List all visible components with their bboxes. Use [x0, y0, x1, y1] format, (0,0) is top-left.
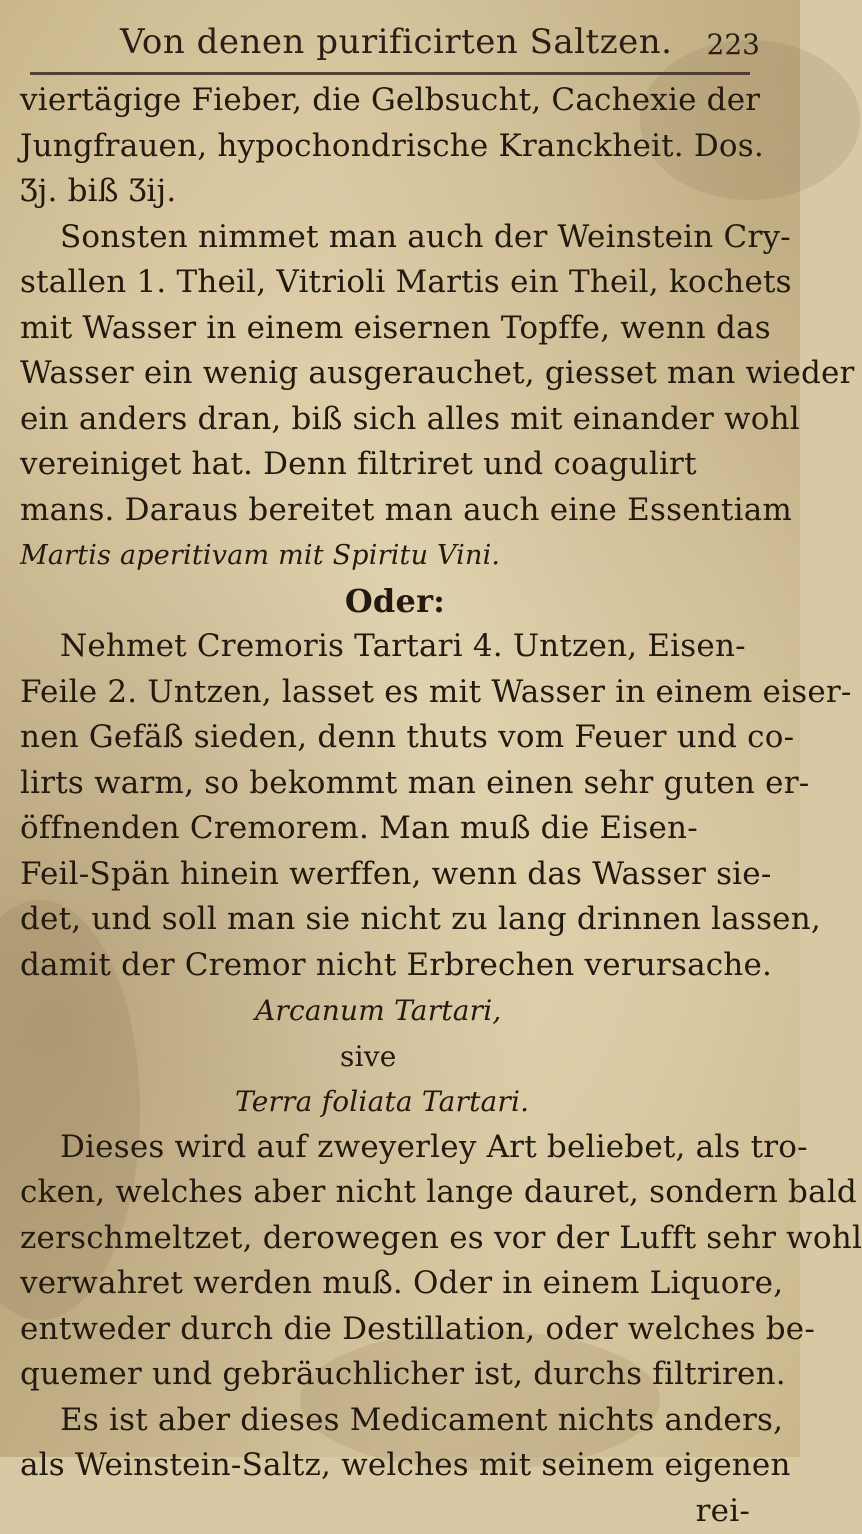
text-line: damit der Cremor nicht Erbrechen verursache.: [20, 943, 770, 989]
text-line: Dieses wird auf zweyerley Art beliebet, als tro-: [20, 1125, 770, 1171]
text-line: Nehmet Cremoris Tartari 4. Untzen, Eisen-: [20, 624, 770, 670]
page-number: 223: [707, 28, 760, 61]
text-line: Martis aperitivam mit Spiritu Vini.: [20, 533, 770, 579]
text-line: Feil-Spän hinein werffen, wenn das Wasser sie-: [20, 852, 770, 898]
text-line: viertägige Fieber, die Gelbsucht, Cachexie der: [20, 78, 770, 124]
text-line: nen Gefäß sieden, denn thuts vom Feuer und co-: [20, 715, 770, 761]
text-line: det, und soll man sie nicht zu lang drinnen lassen,: [20, 897, 770, 943]
text-line: ein anders dran, biß sich alles mit einander wohl: [20, 397, 770, 443]
text-line: Sonsten nimmet man auch der Weinstein Cry-: [20, 215, 770, 261]
text-line: quemer und gebräuchlicher ist, durchs filtriren.: [20, 1352, 770, 1398]
section-heading: Arcanum Tartari,: [20, 988, 770, 1034]
section-heading: Oder:: [20, 579, 770, 625]
text-line: verwahret werden muß. Oder in einem Liquore,: [20, 1261, 770, 1307]
text-line: Jungfrauen, hypochondrische Kranckheit. Dos.: [20, 124, 770, 170]
text-line: Feile 2. Untzen, lasset es mit Wasser in einem eiser-: [20, 670, 770, 716]
text-line: mit Wasser in einem eisernen Topffe, wenn das: [20, 306, 770, 352]
section-heading: Terra foliata Tartari.: [20, 1079, 770, 1125]
page-header: [120, 22, 770, 72]
text-line: cken, welches aber nicht lange dauret, sondern bald: [20, 1170, 770, 1216]
catchword: rei-: [20, 1489, 770, 1534]
section-heading: sive: [20, 1034, 770, 1080]
text-line: öffnenden Cremorem. Man muß die Eisen-: [20, 806, 770, 852]
running-title: Von denen purificirten Saltzen.: [120, 22, 672, 62]
header-rule: [30, 72, 750, 75]
text-line: entweder durch die Destillation, oder welches be-: [20, 1307, 770, 1353]
text-line: zerschmeltzet, derowegen es vor der Lufft sehr wohl: [20, 1216, 770, 1262]
text-line: Ʒj. biß Ʒij.: [20, 169, 770, 215]
text-line: als Weinstein-Saltz, welches mit seinem eigenen: [20, 1443, 770, 1489]
body-text: [20, 78, 770, 1534]
text-line: stallen 1. Theil, Vitrioli Martis ein Theil, kochets: [20, 260, 770, 306]
text-line: Es ist aber dieses Medicament nichts anders,: [20, 1398, 770, 1444]
text-line: lirts warm, so bekommt man einen sehr guten er-: [20, 761, 770, 807]
text-line: vereiniget hat. Denn filtriret und coagulirt: [20, 442, 770, 488]
text-line: mans. Daraus bereitet man auch eine Essentiam: [20, 488, 770, 534]
text-line: Wasser ein wenig ausgerauchet, giesset man wieder: [20, 351, 770, 397]
